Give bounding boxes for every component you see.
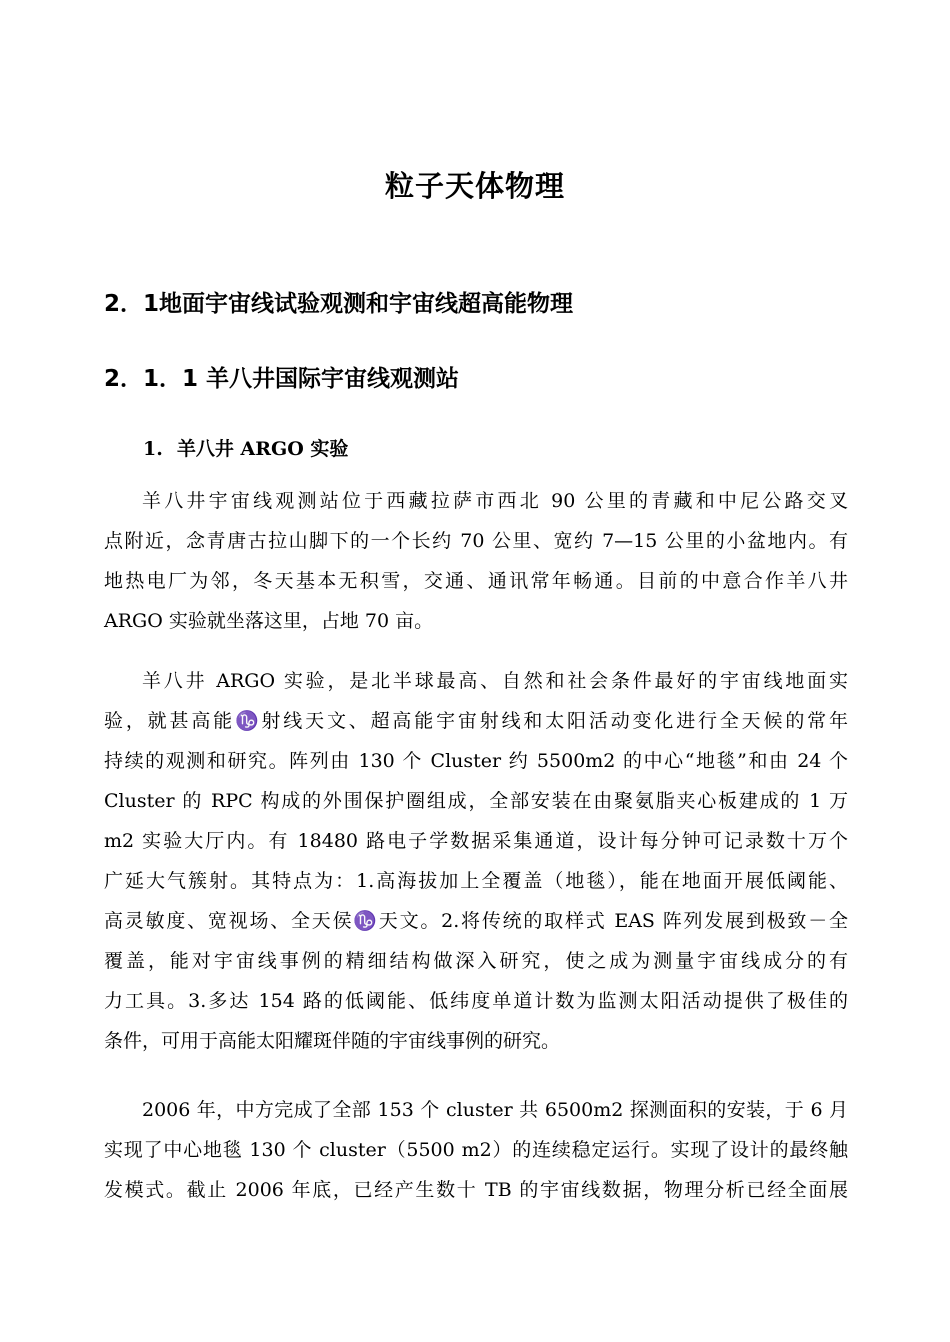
section-number: 2．1	[104, 291, 160, 317]
paragraph-line: 地热电厂为邻，冬天基本无积雪，交通、通讯常年畅通。目前的中意合作羊八井	[104, 570, 848, 592]
paragraph-line: 验，就甚高能♑射线天文、超高能宇宙射线和太阳活动变化进行全天候的常年	[104, 710, 848, 732]
paragraph-line: ARGO 实验就坐落这里，占地 70 亩。	[104, 610, 434, 632]
subsection-number: 2．1．1	[104, 366, 199, 392]
paragraph-line: 持续的观测和研究。阵列由 130 个 Cluster 约 5500m2 的中心“地毯”和由 24 个	[104, 750, 848, 772]
paragraph-line: Cluster 的 RPC 构成的外围保护圈组成，全部安装在由聚氨脂夹心板建成的 1 万	[104, 790, 848, 812]
paragraph-line: 条件，可用于高能太阳耀斑伴随的宇宙线事例的研究。	[104, 1030, 561, 1052]
paragraph-line: 高灵敏度、宽视场、全天侯♑天文。2.将传统的取样式 EAS 阵列发展到极致－全	[104, 910, 848, 932]
subsection-heading	[104, 363, 864, 395]
paragraph-3	[104, 1090, 848, 1210]
section-title: 地面宇宙线试验观测和宇宙线超高能物理	[159, 291, 574, 317]
item-heading	[143, 434, 348, 464]
subsection-title: 羊八井国际宇宙线观测站	[206, 366, 460, 392]
paragraph-2	[104, 661, 848, 1061]
section-heading	[104, 288, 864, 320]
document-title: 粒子天体物理	[384, 169, 565, 203]
paragraph-line: 2006 年，中方完成了全部 153 个 cluster 共 6500m2 探测面积的安装，于 6 月	[142, 1099, 848, 1121]
paragraph-line: m2 实验大厅内。有 18480 路电子学数据采集通道，设计每分钟可记录数十万个	[104, 830, 848, 852]
paragraph-line: 广延大气簇射。其特点为：1.高海拔加上全覆盖（地毯），能在地面开展低阈能、	[104, 870, 848, 892]
paragraph-line: 点附近，念青唐古拉山脚下的一个长约 70 公里、宽约 7—15 公里的小盆地内。有	[104, 530, 848, 552]
item-number: 1.	[143, 438, 163, 460]
item-title: 羊八井 ARGO 实验	[176, 438, 349, 460]
paragraph-line: 羊八井宇宙线观测站位于西藏拉萨市西北 90 公里的青藏和中尼公路交叉	[142, 490, 848, 512]
paragraph-line: 实现了中心地毯 130 个 cluster（5500 m2）的连续稳定运行。实现了设计的最终触	[104, 1139, 848, 1161]
paragraph-line: 发模式。截止 2006 年底，已经产生数十 TB 的宇宙线数据，物理分析已经全面展	[104, 1179, 848, 1201]
paragraph-1	[104, 481, 848, 641]
paragraph-line: 覆盖，能对宇宙线事例的精细结构做深入研究，使之成为测量宇宙线成分的有	[104, 950, 848, 972]
paragraph-line: 力工具。3.多达 154 路的低阈能、低纬度单道计数为监测太阳活动提供了极佳的	[104, 990, 848, 1012]
paragraph-line: 羊八井 ARGO 实验，是北半球最高、自然和社会条件最好的宇宙线地面实	[142, 670, 848, 692]
